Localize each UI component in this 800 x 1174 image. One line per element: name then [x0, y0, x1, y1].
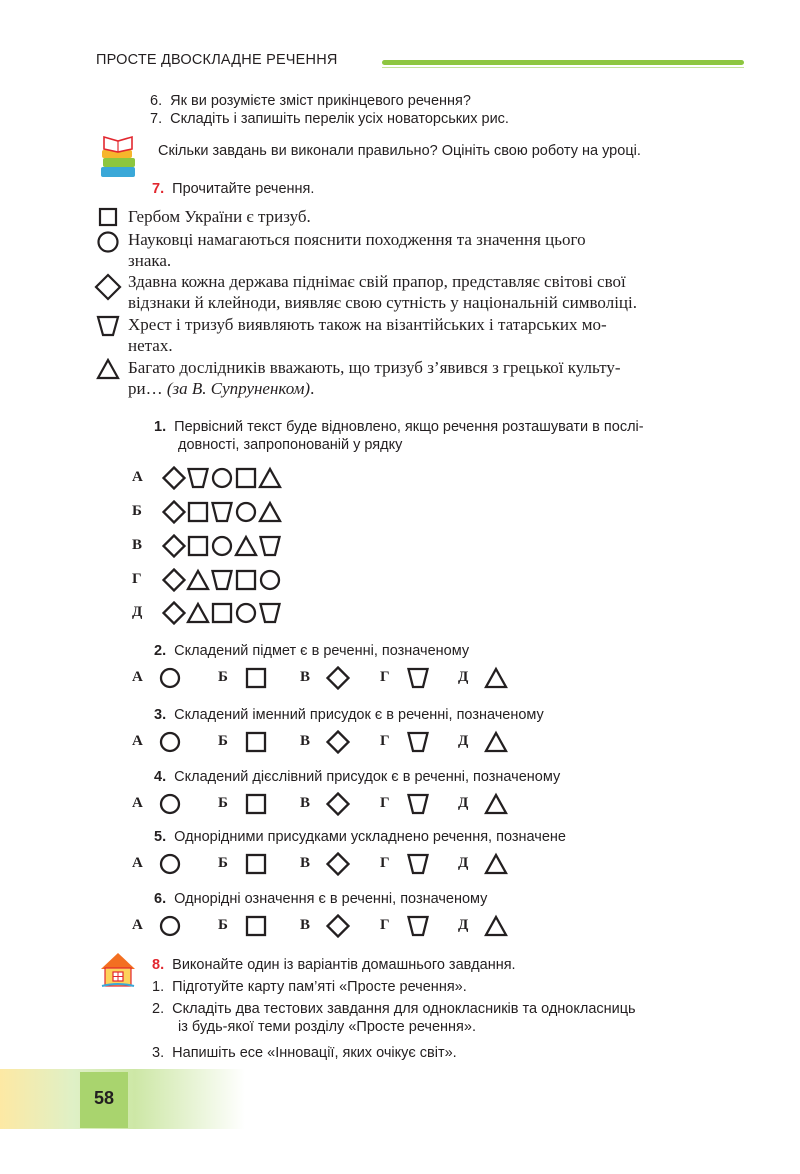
circle-icon — [210, 466, 234, 490]
triangle-icon — [234, 534, 258, 558]
option-letter: Г — [132, 571, 142, 587]
option-letter: Г — [380, 669, 390, 685]
sentence-diamond-line2: відзнаки й клейноди, виявляє свою сутність у національній символіці. — [128, 293, 637, 312]
intro-item: 7. Складіть і запишіть перелік усіх новаторських рис. — [150, 111, 509, 127]
header-rule-thin — [382, 67, 744, 68]
task-7: 7. Прочитайте речення. — [152, 181, 315, 197]
circle-icon — [158, 730, 182, 754]
square-marker-icon — [98, 207, 118, 227]
page-number: 58 — [94, 1088, 115, 1108]
trapezoid-icon — [406, 666, 430, 690]
triangle-icon — [484, 792, 508, 816]
square-icon — [234, 568, 258, 592]
diamond-marker-icon — [94, 273, 122, 301]
circle-icon — [210, 534, 234, 558]
house-icon — [98, 950, 138, 990]
question-1-line2: довності, запропонованій у рядку — [178, 437, 403, 453]
option-letter: В — [300, 917, 311, 933]
circle-icon — [234, 601, 258, 625]
diamond-icon — [326, 666, 350, 690]
circle-icon — [258, 568, 282, 592]
option-letter: Д — [132, 604, 143, 620]
option-letter: Г — [380, 795, 390, 811]
option-letter: В — [300, 733, 311, 749]
option-letter: Б — [218, 733, 228, 749]
page-header-title: ПРОСТЕ ДВОСКЛАДНЕ РЕЧЕННЯ — [96, 52, 338, 68]
option-letter: Б — [218, 855, 228, 871]
intro-item: 6. Як ви розумієте зміст прикінцевого речення? — [150, 93, 471, 109]
option-letter: Д — [458, 795, 469, 811]
diamond-icon — [326, 914, 350, 938]
square-icon — [244, 730, 268, 754]
sentence-square: Гербом України є тризуб. — [128, 207, 311, 226]
diamond-icon — [162, 466, 186, 490]
homework-item-line2: із будь-якої теми розділу «Просте речення». — [178, 1019, 476, 1035]
diamond-icon — [162, 534, 186, 558]
circle-icon — [158, 792, 182, 816]
trapezoid-icon — [210, 568, 234, 592]
option-letter: А — [132, 469, 143, 485]
sentence-circle-line1: Науковці намагаються пояснити походження та значення цього — [128, 230, 586, 249]
question-4: 4. Складений дієслівний присудок є в реченні, позначеному — [154, 769, 561, 785]
trapezoid-icon — [406, 792, 430, 816]
option-letter: Г — [380, 855, 390, 871]
trapezoid-icon — [186, 466, 210, 490]
circle-icon — [158, 914, 182, 938]
triangle-icon — [186, 568, 210, 592]
diamond-icon — [162, 601, 186, 625]
square-icon — [234, 466, 258, 490]
source-attribution: (за В. Супруненком) — [166, 379, 311, 398]
square-icon — [186, 500, 210, 524]
sentence-trapezoid-line2: нетах. — [128, 336, 173, 355]
option-letter: В — [300, 855, 311, 871]
question-6: 6. Однорідні означення є в реченні, позначеному — [154, 891, 488, 907]
option-letter: Д — [458, 669, 469, 685]
square-icon — [244, 792, 268, 816]
option-letter: А — [132, 669, 143, 685]
triangle-icon — [484, 666, 508, 690]
self-assessment-text: Скільки завдань ви виконали правильно? Оцініть свою роботу на уроці. — [158, 143, 641, 159]
question-3: 3. Складений іменний присудок є в реченні, позначеному — [154, 707, 544, 723]
option-letter: Г — [380, 733, 390, 749]
diamond-icon — [326, 792, 350, 816]
question-1: 1. Первісний текст буде відновлено, якщо речення розташувати в послі- — [154, 419, 644, 435]
question-5: 5. Однорідними присудками ускладнено речення, позначене — [154, 829, 566, 845]
circle-icon — [158, 852, 182, 876]
square-icon — [244, 852, 268, 876]
trapezoid-icon — [406, 730, 430, 754]
option-letter: Б — [218, 917, 228, 933]
trapezoid-icon — [406, 914, 430, 938]
homework-item: 2. Складіть два тестових завдання для однокласників та однокласниць — [152, 1001, 636, 1017]
option-letter: Д — [458, 733, 469, 749]
homework-item: 1. Підготуйте карту пам’яті «Просте речення». — [152, 979, 467, 995]
circle-marker-icon — [96, 230, 120, 254]
task-8: 8. Виконайте один із варіантів домашнього завдання. — [152, 957, 516, 973]
homework-item: 3. Напишіть есе «Інновації, яких очікує світ». — [152, 1045, 457, 1061]
question-2: 2. Складений підмет є в реченні, позначеному — [154, 643, 470, 659]
books-icon — [98, 133, 140, 181]
triangle-icon — [186, 601, 210, 625]
header-rule — [382, 60, 744, 65]
square-icon — [186, 534, 210, 558]
trapezoid-icon — [406, 852, 430, 876]
trapezoid-icon — [258, 534, 282, 558]
diamond-icon — [326, 852, 350, 876]
diamond-icon — [326, 730, 350, 754]
sentence-trapezoid-line1: Хрест і тризуб виявляють також на візантійських і татарських мо- — [128, 315, 607, 334]
triangle-icon — [484, 730, 508, 754]
sentence-triangle-line1: Багато дослідників вважають, що тризуб з’явився з грецької культу- — [128, 358, 621, 377]
triangle-icon — [258, 466, 282, 490]
option-letter: В — [300, 795, 311, 811]
option-letter: А — [132, 795, 143, 811]
triangle-icon — [258, 500, 282, 524]
square-icon — [244, 666, 268, 690]
sentence-triangle-line2: ри… (за В. Супруненком). — [128, 379, 315, 398]
sentence-diamond-line1: Здавна кожна держава піднімає свій прапор, представляє світові свої — [128, 272, 626, 291]
diamond-icon — [162, 568, 186, 592]
option-letter: А — [132, 855, 143, 871]
triangle-icon — [484, 914, 508, 938]
triangle-icon — [484, 852, 508, 876]
option-letter: В — [132, 537, 143, 553]
trapezoid-icon — [210, 500, 234, 524]
option-letter: Б — [132, 503, 142, 519]
option-letter: А — [132, 733, 143, 749]
diamond-icon — [162, 500, 186, 524]
option-letter: Г — [380, 917, 390, 933]
option-letter: Д — [458, 917, 469, 933]
option-letter: Д — [458, 855, 469, 871]
trapezoid-icon — [258, 601, 282, 625]
triangle-marker-icon — [96, 358, 120, 380]
circle-icon — [234, 500, 258, 524]
option-letter: А — [132, 917, 143, 933]
sentence-circle-line2: знака. — [128, 251, 172, 270]
option-letter: Б — [218, 795, 228, 811]
trapezoid-marker-icon — [96, 315, 120, 337]
option-letter: В — [300, 669, 311, 685]
square-icon — [244, 914, 268, 938]
option-letter: Б — [218, 669, 228, 685]
square-icon — [210, 601, 234, 625]
circle-icon — [158, 666, 182, 690]
